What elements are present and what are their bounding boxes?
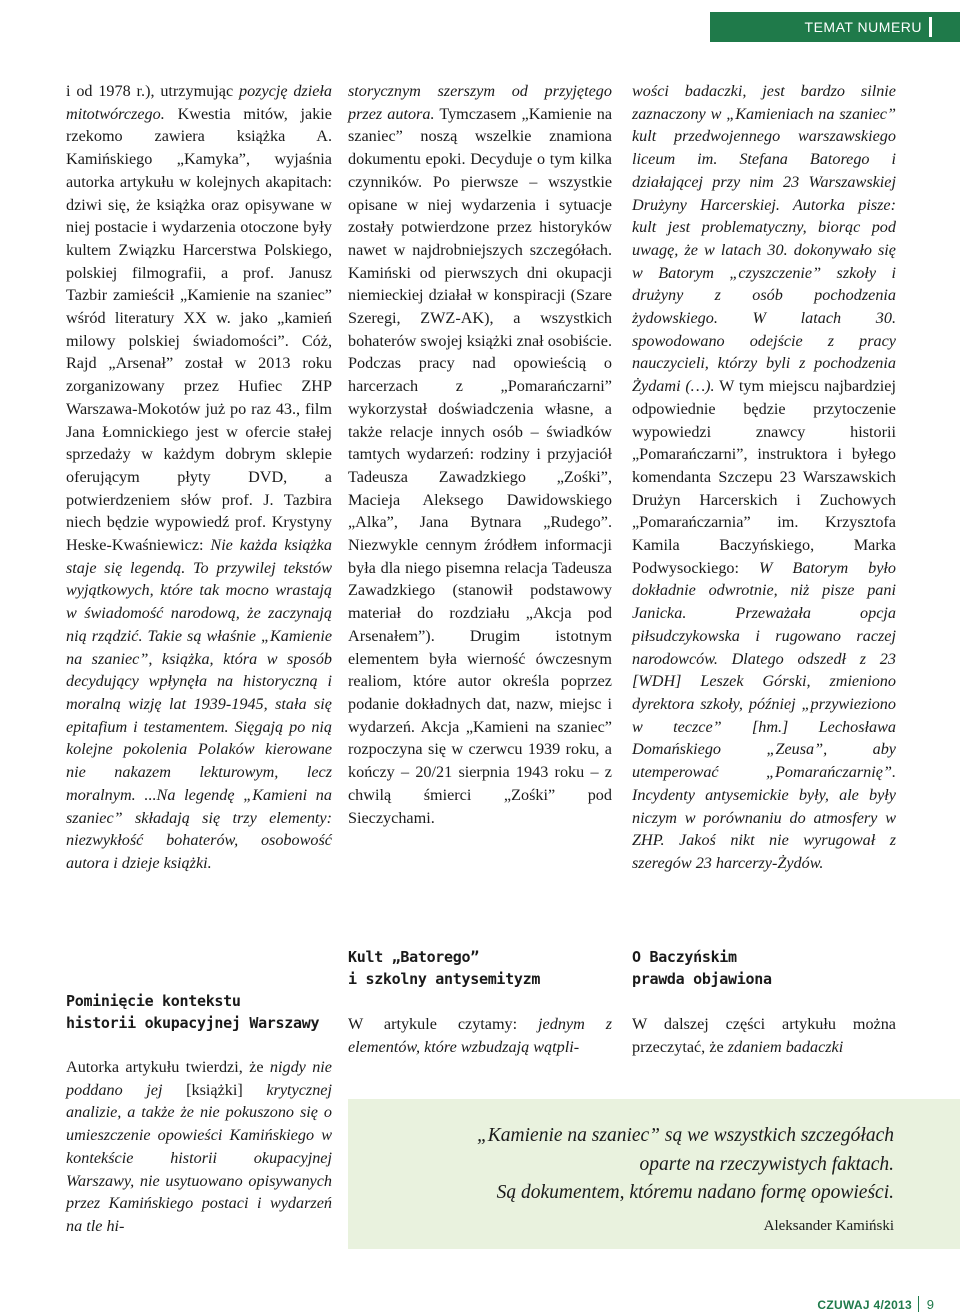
magazine-issue: CZUWAJ 4/2013 [817,1298,912,1312]
text-run: [książki] [162,1080,267,1099]
section-heading-3-line-1: O Baczyńskim [632,948,737,966]
section-heading-3-line-2: prawda objawiona [632,970,772,988]
column-1-paragraph-1 [66,80,332,875]
article-column-3 [632,80,896,875]
footer-divider [918,1296,919,1312]
quote-podwysocki: W Batorym było dokładnie odwrotnie, niż pisze pani Janicka. Przeważała opcja piłsudczykowska i rugowano raczej narodowców. Dlatego odszedł z 23 [WDH] Leszek Górski, zmieniono dyrektora szkoły, później „przywieziono w teczce” [hm.] Lechosława Domańskiego „Zeusa”, aby utemperować „Pomarańczarnię”. Incydenty antysemickie były, ale były niczym w porównaniu do atmosfery w ZHP. Jakoś nikt nie wyrugował z szeregów 23 harcerzy-Żydów. [632,558,897,872]
section-heading-2-line-2: i szkolny antysemityzm [348,970,541,988]
text-run-italic: jednym z elementów, które wzbudzają wątpli- [348,1015,612,1056]
column-2-paragraph-1 [348,80,612,829]
section-heading-1-line-1: Pominięcie kontekstu [66,992,241,1010]
text-run-italic: wości badaczki, jest bardzo silnie zaznaczony w „Kamieniach na szaniec” kult przedwojennego warszawskiego liceum im. Stefana Batorego i działającej przy nim 23 Warszawskiej Drużyny Harcerskiej. Autorka pisze: kult jest problematyczny, biorąc pod uwagę, że w latach 30. dokonywało się w Batorym „czyszczenie” szkoły i drużyny z osób pochodzenia żydowskiego. W latach 30. spowodowano odejście z pracy nauczycieli, którzy byli z pochodzenia Żydami (…). [632,82,896,396]
pull-quote-text [380,1122,894,1208]
page-number: 9 [926,1297,934,1312]
pull-quote-line-1: „Kamienie na szaniec” są we wszystkich szczegółach [476,1125,894,1146]
quote-heske-kwasniewicz: Nie każda książka staje się legendą. To przywilej tekstów wyjątkowych, które tak mocno wrastają w świadomość narodową, że zaczynają nią rządzić. Takie są właśnie „Kamienie na szaniec”, książka, która w sposób decydujący wpłynęła na historyczną i moralną wizję lat 1939-1945, stała się epitafium i testamentem. Sięgają po nią kolejne pokolenia Polaków kierowane nie nakazem lekturowym, lecz moralnym. ...Na legendę „Kamieni na szaniec” składają się trzy elementy: niezwykłość bohaterów, osobowość autora i dzieje książki. [66,536,332,872]
column-3-paragraph-1 [632,80,896,875]
pull-quote-line-2: oparte na rzeczywistych faktach. [639,1153,894,1175]
text-run: W tym miejscu najbardziej odpowiednie będzie przytoczenie wypowiedzi znawcy historii „Pomarańczarni”, instruktora i byłego komendanta Szczepu 23 Warszawskich Drużyn Harcerskich i Zuchowych „Pomarańczarnia” im. Krzysztofa Kamila Baczyńskiego, Marka Podwysockiego: [632,377,896,577]
text-run-italic: zdaniem badaczki [727,1037,844,1056]
section-heading-1-line-2: historii okupacyjnej Warszawy [66,1014,320,1032]
column-2-paragraph-2 [348,1013,612,1058]
text-run: Kwestia mitów, jakie rzekomo zawiera książka A. Kamińskiego „Kamyka”, wyjaśnia autorka artykułu w kolejnych akapitach: dziwi się, że książka oraz opisywane w niej postacie i wydarzenia otoczone były kultem Związku Harcerstwa Polskiego, polskiej filmografii, a prof. Janusz Tazbir zamieścił „Kamienie na szaniec” wśród literatury XX w. jako „kamień milowy polskiej świadomości”. Cóż, Rajd „Arsenał” został w 2013 roku zorganizowany przez Hufiec ZHP Warszawa-Mokotów już po raz 43., film Jana Łomnickiego jest w ofercie stałej sprzedaży w każdym dobrym sklepie oferującym płyty DVD, a potwierdzeniem słów prof. J. Tazbira niech będzie wypowiedź prof. Krystyny Heske-Kwaśniewicz: [66,104,332,555]
column-3-paragraph-2 [632,1013,896,1058]
text-run: W dalszej części artykułu można przeczytać, że [632,1015,896,1056]
text-run: Tymczasem „Kamienie na szaniec” noszą wszelkie znamiona dokumentu epoki. Decyduje o tym kilka czynników. Po pierwsze – wszystkie opisane w niej wydarzenia i sytuacje zostały potwierdzone przez historyków nawet w najdrobniejszych szczegółach. Kamiński od pierwszych dni okupacji niemieckiej działał w konspiracji (Szare Szeregi, ZWZ-AK), a wszystkich bohaterów swojej książki znał osobiście. Podczas pracy nad opowieścią o harcerzach z „Pomarańczarni” wykorzystał doświadczenia własne, a także relacje innych osób – świadków tamtych wydarzeń: rodziny i przyjaciół Tadeusza Zawadzkiego „Zośki”, Macieja Aleksego Dawidowskiego „Alka”, Jana Bytnara „Rudego”. Niezwykle cennym źródłem informacji była dla niego pisemna relacja Tadeusza Zawadzkiego (stanowił podstawowy materiał do rozdziału „Akcja pod Arsenałem”). Drugim istotnym elementem była wierność ówczesnym realiom, które autor określa poprzez podanie dokładnych dat, nazw, miejsc i wydarzeń. Akcja „Kamieni na szaniec” rozpoczyna się w czerwcu 1939 roku, a kończy – 20/21 sierpnia 1943 roku – z chwilą śmierci „Zośki” pod Sieczychami. [348,104,612,827]
section-header-band [710,12,960,42]
section-heading-3 [632,946,896,990]
text-run: i od 1978 r.), utrzymując [66,82,239,100]
text-run-italic: pozycję dzieła mitotwórczego. [66,82,332,123]
section-label: TEMAT NUMERU [804,19,922,35]
article-column-1 [66,80,332,875]
section-heading-2 [348,946,612,990]
article-column-2 [348,80,612,829]
page-footer [790,1296,950,1316]
section-heading-2-line-1: Kult „Batorego” [348,948,479,966]
text-run: W artykule czytamy: [348,1015,539,1033]
pull-quote-author: Aleksander Kamiński [763,1218,894,1234]
pull-quote-line-3: Są dokumentem, któremu nadano formę opowieści. [496,1182,894,1203]
text-run-italic: nigdy nie poddano jej [66,1058,332,1099]
text-run-italic: storycznym szerszym od przyjętego przez autora. [348,82,612,123]
section-heading-1 [66,990,336,1034]
header-divider [929,17,932,37]
column-1-paragraph-2 [66,1056,332,1238]
text-run: Autorka artykułu twierdzi, że [66,1058,270,1076]
text-run-italic: krytycznej analizie, a także że nie pokuszono się o umieszczenie opowieści Kamińskiego w kontekście historii okupacyjnej Warszawy, nie usytuowano opisywanych przez Kamińskiego postaci i wydarzeń na tle hi- [66,1080,332,1235]
